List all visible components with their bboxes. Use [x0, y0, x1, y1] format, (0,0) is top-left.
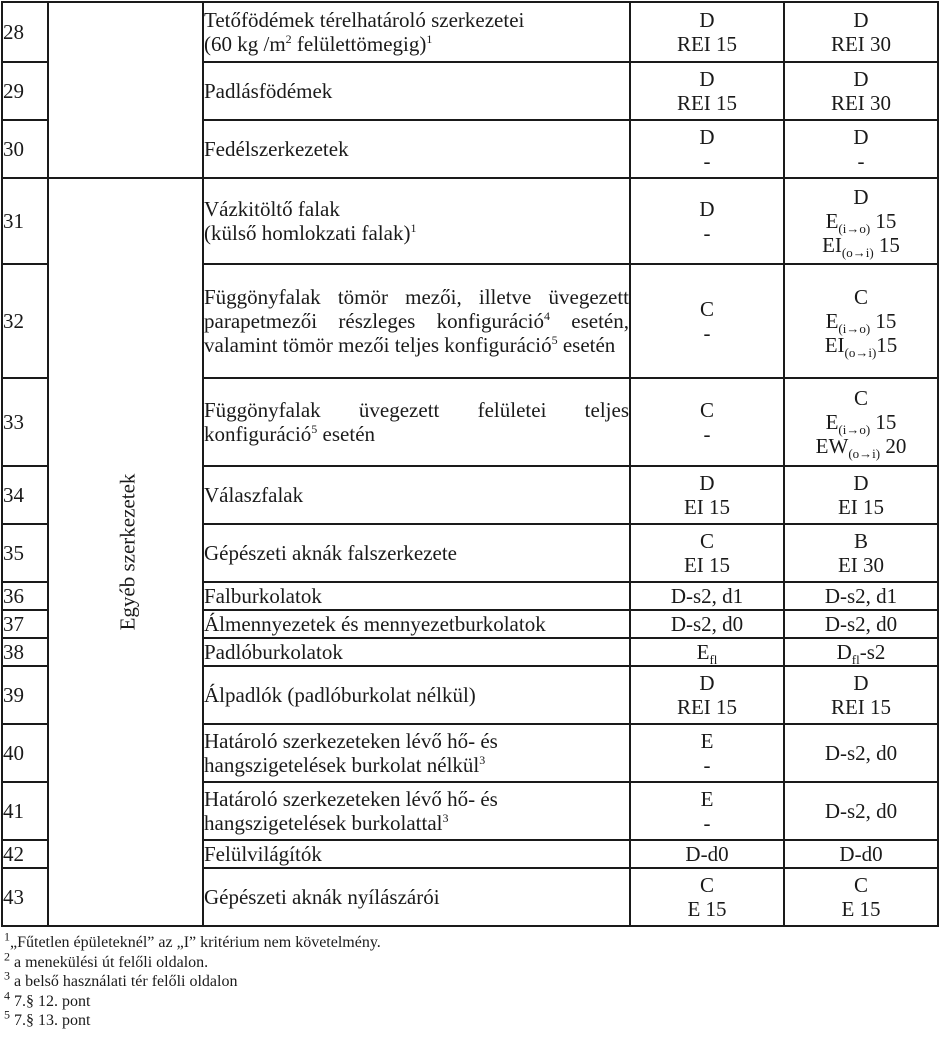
row-description: Gépészeti aknák nyílászárói: [203, 868, 630, 926]
class-cell: C $E_{(i\to o)}$ 15 $EW_{(o\to i)}$ 20: [784, 378, 938, 466]
class-cell: D REI 15: [630, 62, 784, 120]
row-number: 43: [2, 868, 48, 926]
row-description: Álpadlók (padlóburkolat nélkül): [203, 666, 630, 724]
fire-requirements-table: [1, 1, 939, 927]
row-description: Falburkolatok: [203, 582, 630, 610]
class-cell: D-s2, d0: [784, 782, 938, 840]
class-cell: E -: [630, 782, 784, 840]
class-cell: D REI 30: [784, 62, 938, 120]
row-description: Fedélszerkezetek: [203, 120, 630, 178]
class-cell: C E 15: [784, 868, 938, 926]
class-cell: D-d0: [784, 840, 938, 868]
class-cell: D-s2, d0: [784, 610, 938, 638]
footnote: $^1$„Fűtetlen épületeknél” az „I” kritérium nem követelmény.: [4, 929, 381, 951]
group-label-cell: [48, 178, 203, 926]
class-cell: C -: [630, 378, 784, 466]
row-number: 40: [2, 724, 48, 782]
class-cell: C EI 15: [630, 524, 784, 582]
class-cell: D EI 15: [784, 466, 938, 524]
group-label: Egyéb szerkezetek: [115, 473, 140, 631]
footnote: $^4$ 7.§ 12. pont: [4, 988, 91, 1010]
class-cell: D-s2, d1: [630, 582, 784, 610]
row-description: Gépészeti aknák falszerkezete: [203, 524, 630, 582]
row-description: Padlásfödémek: [203, 62, 630, 120]
row-description: Vázkitöltő falak (külső homlokzati falak)$^1$: [203, 178, 630, 264]
class-cell: D REI 30: [784, 2, 938, 62]
class-cell: D-s2, d0: [630, 610, 784, 638]
footnote: $^3$ a belső használati tér felőli oldalon: [4, 968, 238, 990]
class-cell: E -: [630, 724, 784, 782]
table-row: [2, 2, 938, 62]
row-description: Válaszfalak: [203, 466, 630, 524]
class-cell: D-s2, d1: [784, 582, 938, 610]
row-number: 31: [2, 178, 48, 264]
class-cell: D -: [784, 120, 938, 178]
class-cell: $E_{fl}$: [630, 638, 784, 666]
row-description: Függönyfalak tömör mezői, illetve üvegezett parapetmezői részleges konfiguráció$^4$ esetén, valamint tömör mezői teljes konfiguráció$^5$ esetén: [203, 264, 630, 378]
class-cell: D EI 15: [630, 466, 784, 524]
class-cell: D -: [630, 178, 784, 264]
row-description: Tetőfödémek térelhatároló szerkezetei (60 kg $/m^2$ felülettömegig)$^1$: [203, 2, 630, 62]
row-number: 39: [2, 666, 48, 724]
row-number: 36: [2, 582, 48, 610]
class-cell: D REI 15: [784, 666, 938, 724]
class-cell: D REI 15: [630, 666, 784, 724]
row-description: Padlóburkolatok: [203, 638, 630, 666]
class-cell: D $E_{(i\to o)}$ 15 $EI_{(o\to i)}$ 15: [784, 178, 938, 264]
row-number: 33: [2, 378, 48, 466]
class-cell: C -: [630, 264, 784, 378]
row-number: 30: [2, 120, 48, 178]
row-number: 29: [2, 62, 48, 120]
table-row: [2, 178, 938, 264]
row-description: Függönyfalak üvegezett felületei teljes konfiguráció$^5$ esetén: [203, 378, 630, 466]
row-number: 38: [2, 638, 48, 666]
row-description: Határoló szerkezeteken lévő hő- és hangszigetelések burkolat nélkül$^3$: [203, 724, 630, 782]
class-cell: D-d0: [630, 840, 784, 868]
class-cell: C $E_{(i\to o)}$ 15 $EI_{(o\to i)}15$: [784, 264, 938, 378]
row-description: Álmennyezetek és mennyezetburkolatok: [203, 610, 630, 638]
class-cell: B EI 30: [784, 524, 938, 582]
class-cell: $D_{fl}-s2$: [784, 638, 938, 666]
row-number: 35: [2, 524, 48, 582]
row-number: 28: [2, 2, 48, 62]
footnote: $^2$ a menekülési út felőli oldalon.: [4, 949, 209, 971]
footnotes: [4, 929, 381, 1031]
row-number: 37: [2, 610, 48, 638]
class-cell: D-s2, d0: [784, 724, 938, 782]
row-number: 41: [2, 782, 48, 840]
footnote: $^5$ 7.§ 13. pont: [4, 1007, 91, 1029]
row-description: Felülvilágítók: [203, 840, 630, 868]
row-description: Határoló szerkezeteken lévő hő- és hangszigetelések burkolattal$^3$: [203, 782, 630, 840]
row-number: 34: [2, 466, 48, 524]
group-cell-empty: [48, 2, 203, 178]
class-cell: C E 15: [630, 868, 784, 926]
class-cell: D REI 15: [630, 2, 784, 62]
row-number: 42: [2, 840, 48, 868]
row-number: 32: [2, 264, 48, 378]
class-cell: D -: [630, 120, 784, 178]
